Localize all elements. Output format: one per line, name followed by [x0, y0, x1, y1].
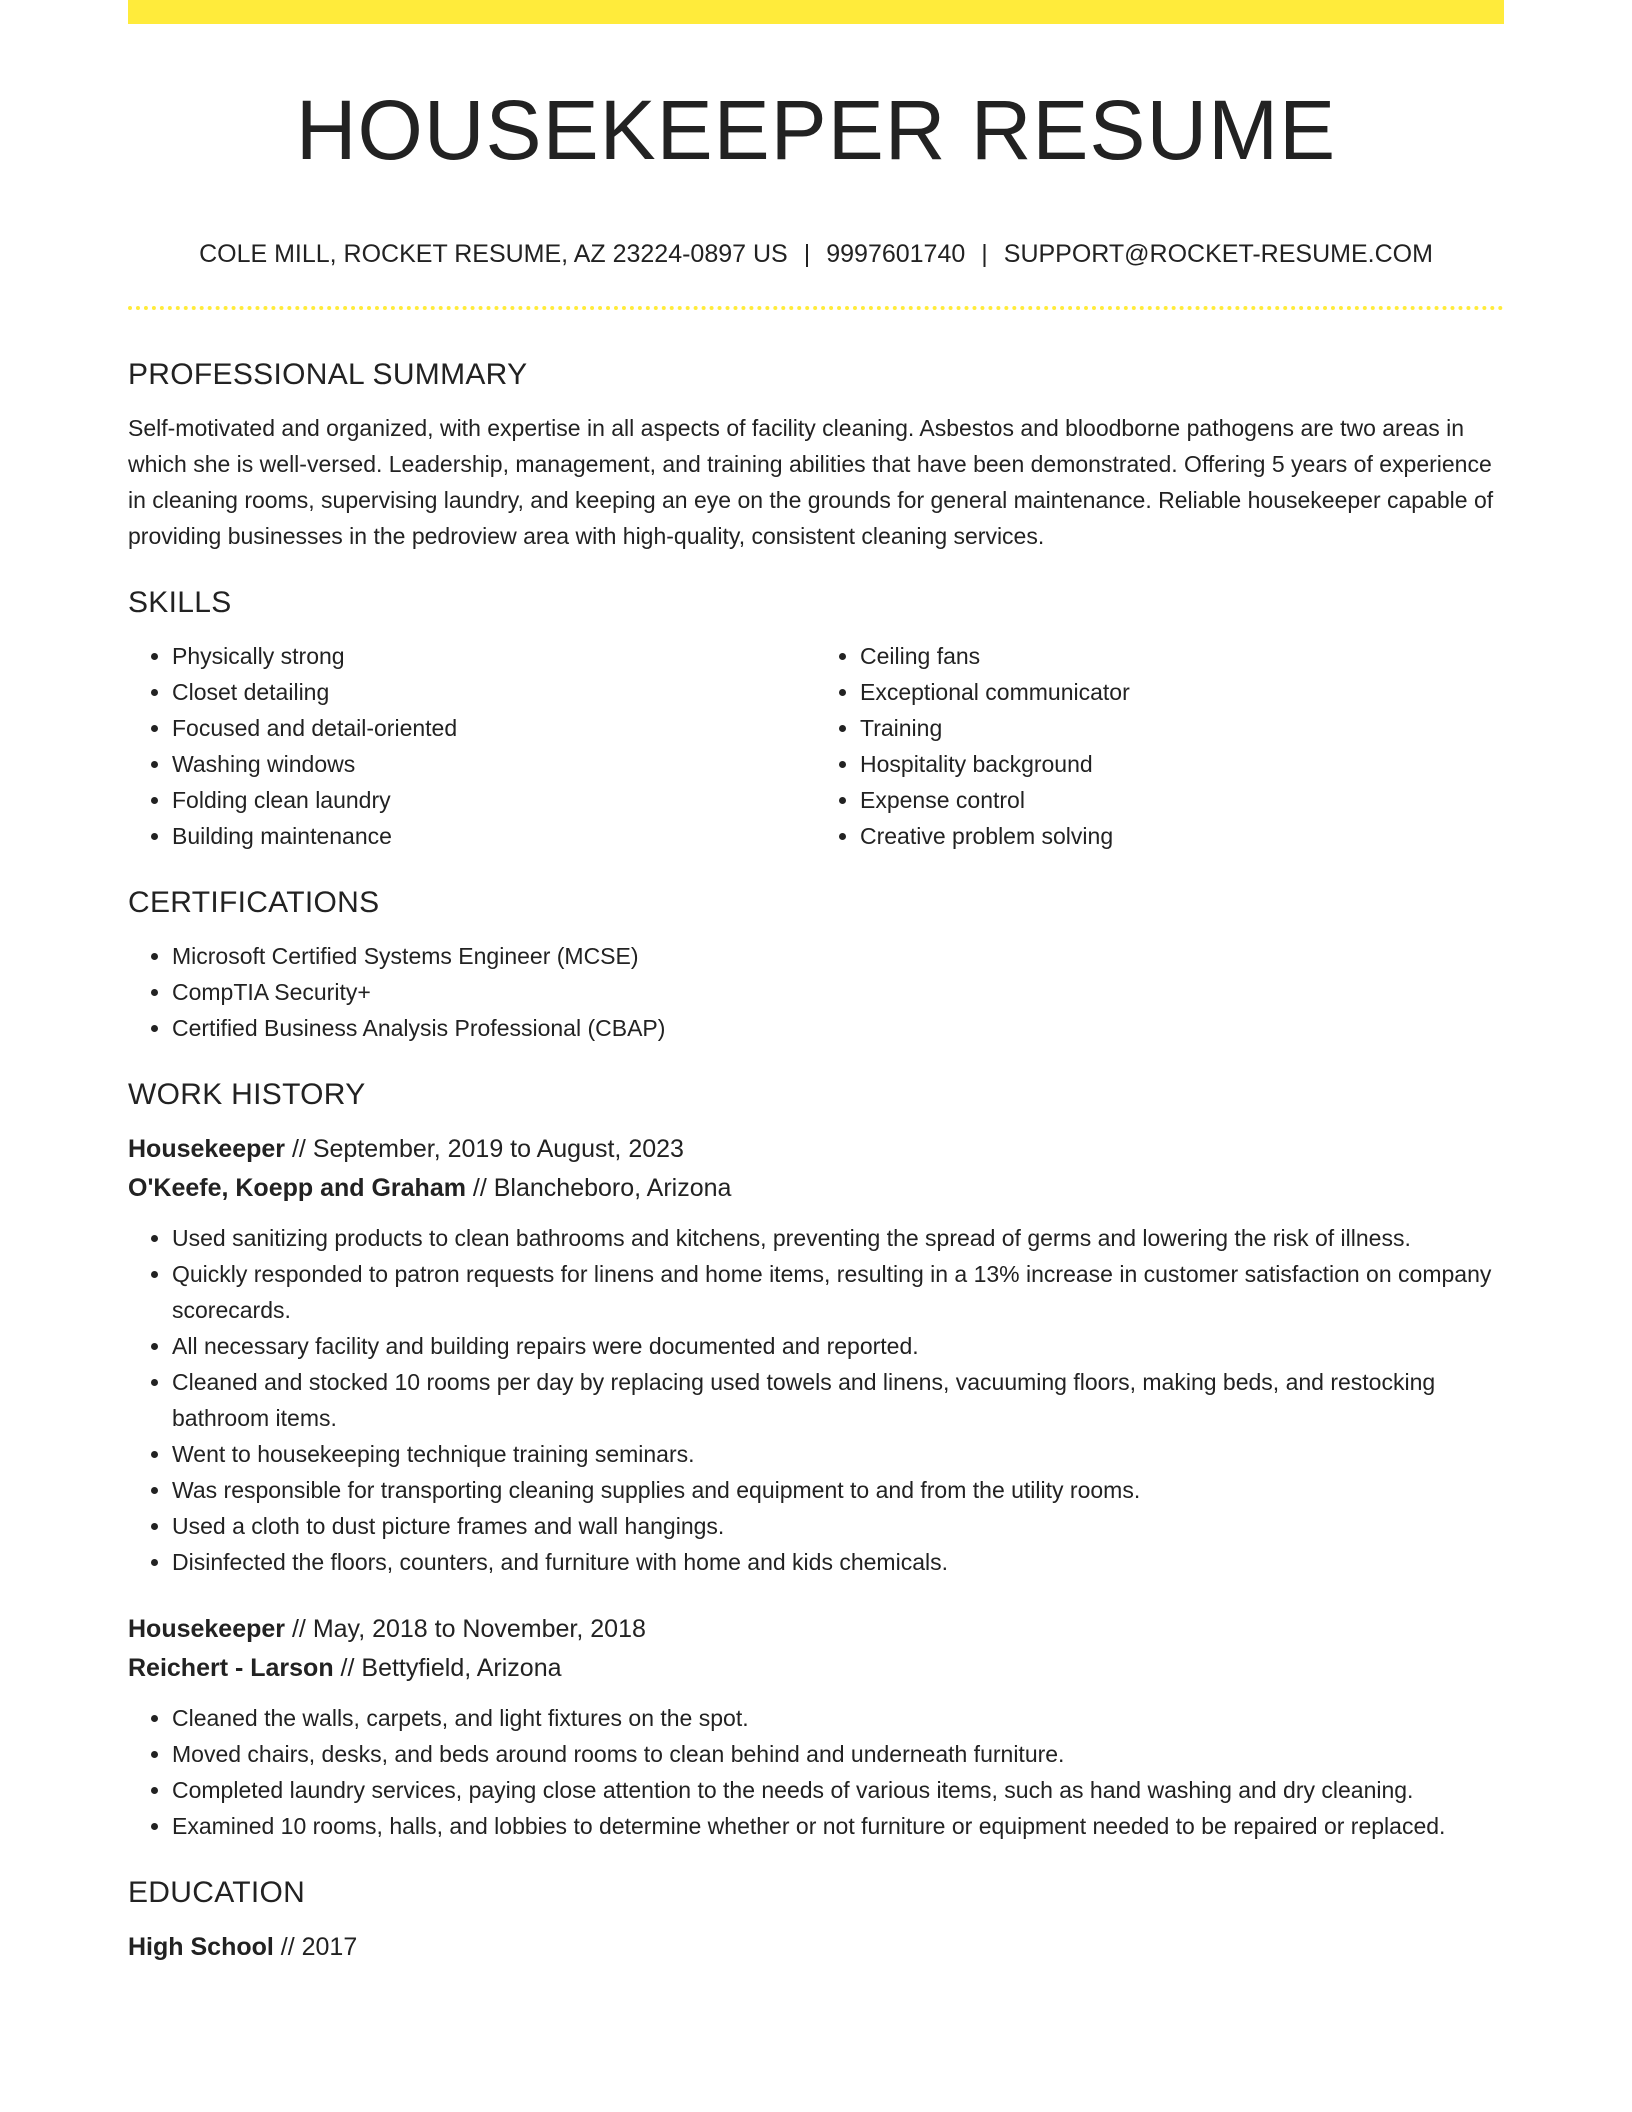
resume-title: HOUSEKEEPER RESUME: [295, 83, 1337, 177]
skill-item: • Building maintenance: [172, 818, 816, 854]
contact-address: COLE MILL, ROCKET RESUME, AZ 23224-0897 US: [199, 240, 788, 268]
skills-list-left: [128, 638, 816, 854]
skill-item: • Focused and detail-oriented: [172, 710, 816, 746]
job-bullet: • Used sanitizing products to clean bathrooms and kitchens, preventing the spread of germs and lowering the risk of illness.: [172, 1220, 1504, 1256]
job-bullet: • All necessary facility and building repairs were documented and reported.: [172, 1328, 1504, 1364]
contact-separator: |: [981, 240, 988, 268]
skill-item: • Ceiling fans: [860, 638, 1504, 674]
education-year: // 2017: [273, 1933, 358, 1961]
job-dates: // September, 2019 to August, 2023: [285, 1135, 684, 1163]
job-bullet: • Moved chairs, desks, and beds around rooms to clean behind and underneath furniture.: [172, 1736, 1504, 1772]
job-bullet: • Used a cloth to dust picture frames and wall hangings.: [172, 1508, 1504, 1544]
job-company-line: [128, 1169, 1504, 1208]
job-bullet: • Went to housekeeping technique training seminars.: [172, 1436, 1504, 1472]
job-location: // Blancheboro, Arizona: [465, 1174, 732, 1202]
job-bullets: [128, 1220, 1504, 1580]
job-bullet: • Cleaned the walls, carpets, and light fixtures on the spot.: [172, 1700, 1504, 1736]
skill-item: • Washing windows: [172, 746, 816, 782]
certification-item: • CompTIA Security+: [172, 974, 1504, 1010]
skill-item: • Creative problem solving: [860, 818, 1504, 854]
summary-section: [128, 352, 1504, 554]
contact-separator: |: [803, 240, 811, 268]
skills-list-right: [816, 638, 1504, 854]
skill-item: • Hospitality background: [860, 746, 1504, 782]
job-company-line: [128, 1649, 1504, 1688]
skills-columns: [128, 638, 1504, 854]
skill-item: • Physically strong: [172, 638, 816, 674]
job-bullet: • Examined 10 rooms, halls, and lobbies to determine whether or not furniture or equipment needed to be repaired or replaced.: [172, 1808, 1504, 1844]
education-section: [128, 1870, 1504, 1967]
job-entry: [128, 1130, 1504, 1580]
summary-text: Self-motivated and organized, with expertise in all aspects of facility cleaning. Asbestos and bloodborne pathogens are two areas in which she is well-versed. Leadership, management, and training abilities that have been demonstrated. Offering 5 years of experience in cleaning rooms, supervising laundry, and keeping an eye on the grounds for general maintenance. Reliable housekeeper capable of providing businesses in the pedroview area with high-quality, consistent cleaning services.: [128, 415, 1494, 549]
job-dates: // May, 2018 to November, 2018: [285, 1615, 646, 1643]
dotted-divider: [128, 306, 1504, 310]
skills-section: [128, 580, 1504, 854]
contact-email: SUPPORT@ROCKET-RESUME.COM: [1003, 240, 1433, 268]
job-bullet: • Disinfected the floors, counters, and furniture with home and kids chemicals.: [172, 1544, 1504, 1580]
certification-item: • Microsoft Certified Systems Engineer (MCSE): [172, 938, 1504, 974]
resume-body: [128, 352, 1504, 1967]
job-bullet: • Quickly responded to patron requests for linens and home items, resulting in a 13% increase in customer satisfaction on company scorecards.: [172, 1256, 1504, 1328]
education-degree: High School: [128, 1933, 274, 1961]
certifications-section: [128, 880, 1504, 1046]
contact-phone: 9997601740: [826, 240, 966, 268]
job-title: Housekeeper: [128, 1135, 286, 1163]
skill-item: • Exceptional communicator: [860, 674, 1504, 710]
job-company: O'Keefe, Koepp and Graham: [128, 1174, 466, 1202]
job-title-line: [128, 1610, 1504, 1649]
skills-heading: SKILLS: [128, 586, 232, 619]
job-bullet: • Cleaned and stocked 10 rooms per day by replacing used towels and linens, vacuuming floors, making beds, and restocking bathroom items.: [172, 1364, 1504, 1436]
certification-item: • Certified Business Analysis Professional (CBAP): [172, 1010, 1504, 1046]
job-location: // Bettyfield, Arizona: [333, 1654, 562, 1682]
skill-item: • Training: [860, 710, 1504, 746]
education-heading: EDUCATION: [128, 1876, 306, 1909]
job-bullet: • Was responsible for transporting cleaning supplies and equipment to and from the utility rooms.: [172, 1472, 1504, 1508]
work-history-section: [128, 1072, 1504, 1844]
certifications-heading: CERTIFICATIONS: [128, 886, 380, 919]
skill-item: • Closet detailing: [172, 674, 816, 710]
education-entry: [128, 1928, 1504, 1967]
summary-heading: PROFESSIONAL SUMMARY: [128, 358, 528, 391]
certifications-list: [128, 938, 1504, 1046]
job-bullet: • Completed laundry services, paying close attention to the needs of various items, such as hand washing and dry cleaning.: [172, 1772, 1504, 1808]
job-entry: [128, 1610, 1504, 1844]
skill-item: • Folding clean laundry: [172, 782, 816, 818]
skill-item: • Expense control: [860, 782, 1504, 818]
accent-bar: [128, 0, 1504, 24]
job-bullets: [128, 1700, 1504, 1844]
job-company: Reichert - Larson: [128, 1654, 334, 1682]
work-history-heading: WORK HISTORY: [128, 1078, 366, 1111]
job-title-line: [128, 1130, 1504, 1169]
job-title: Housekeeper: [128, 1615, 286, 1643]
contact-line: [128, 236, 1504, 272]
